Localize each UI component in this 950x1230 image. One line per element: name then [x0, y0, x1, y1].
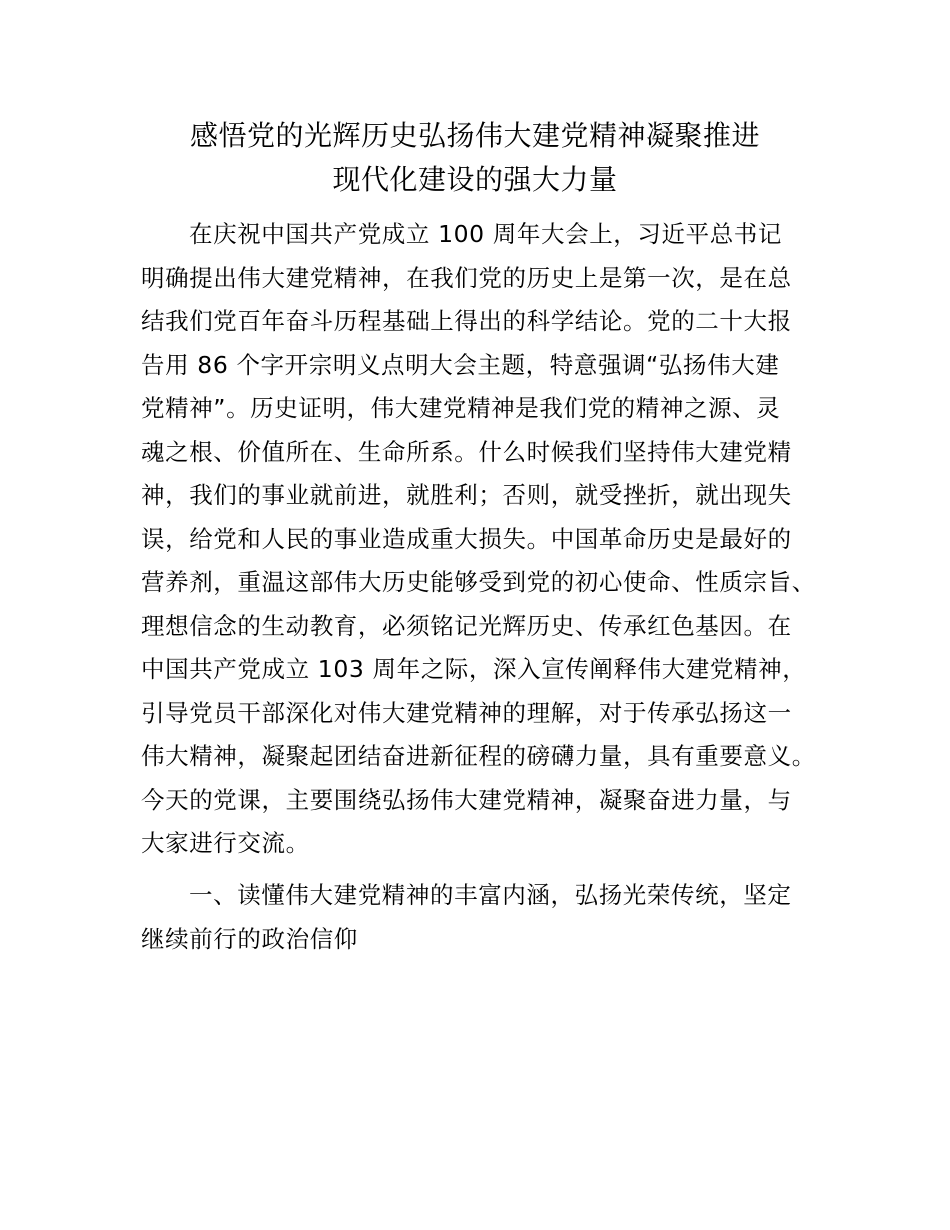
paragraph-line: 今天的党课，主要围绕弘扬伟大建党精神，凝聚奋进力量，与 [141, 786, 792, 814]
paragraph-line: 伟大精神，凝聚起团结奋进新征程的磅礴力量，具有重要意义。 [141, 742, 816, 770]
document-title-line-1: 感悟党的光辉历史弘扬伟大建党精神凝聚推进 [189, 119, 760, 152]
paragraph-line: 理想信念的生动教育，必须铭记光辉历史、传承红色基因。在 [141, 612, 792, 640]
paragraph-line: 党精神”。历史证明，伟大建党精神是我们党的精神之源、灵 [141, 394, 781, 422]
paragraph-line: 神，我们的事业就前进，就胜利；否则，就受挫折，就出现失 [141, 481, 792, 509]
document-title-line-2: 现代化建设的强大力量 [332, 163, 618, 196]
paragraph-line: 告用 86 个字开宗明义点明大会主题，特意强调“弘扬伟大建 [141, 351, 780, 379]
paragraph-line: 引导党员干部深化对伟大建党精神的理解，对于传承弘扬这一 [141, 699, 792, 727]
paragraph-line: 在庆祝中国共产党成立 100 周年大会上，习近平总书记 [189, 220, 782, 248]
paragraph-line: 魂之根、价值所在、生命所系。什么时候我们坚持伟大建党精 [141, 438, 792, 466]
paragraph-line: 结我们党百年奋斗历程基础上得出的科学结论。党的二十大报 [141, 307, 792, 335]
paragraph-line: 明确提出伟大建党精神，在我们党的历史上是第一次，是在总 [141, 264, 792, 292]
paragraph-line: 大家进行交流。 [141, 829, 310, 857]
paragraph-line: 营养剂，重温这部伟大历史能够受到党的初心使命、性质宗旨、 [141, 568, 816, 596]
section-heading-line: 一、读懂伟大建党精神的丰富内涵，弘扬光荣传统，坚定 [189, 881, 792, 909]
section-heading-line: 继续前行的政治信仰 [141, 925, 358, 953]
paragraph-line: 中国共产党成立 103 周年之际，深入宣传阐释伟大建党精神， [141, 655, 807, 683]
paragraph-line: 误，给党和人民的事业造成重大损失。中国革命历史是最好的 [141, 525, 792, 553]
